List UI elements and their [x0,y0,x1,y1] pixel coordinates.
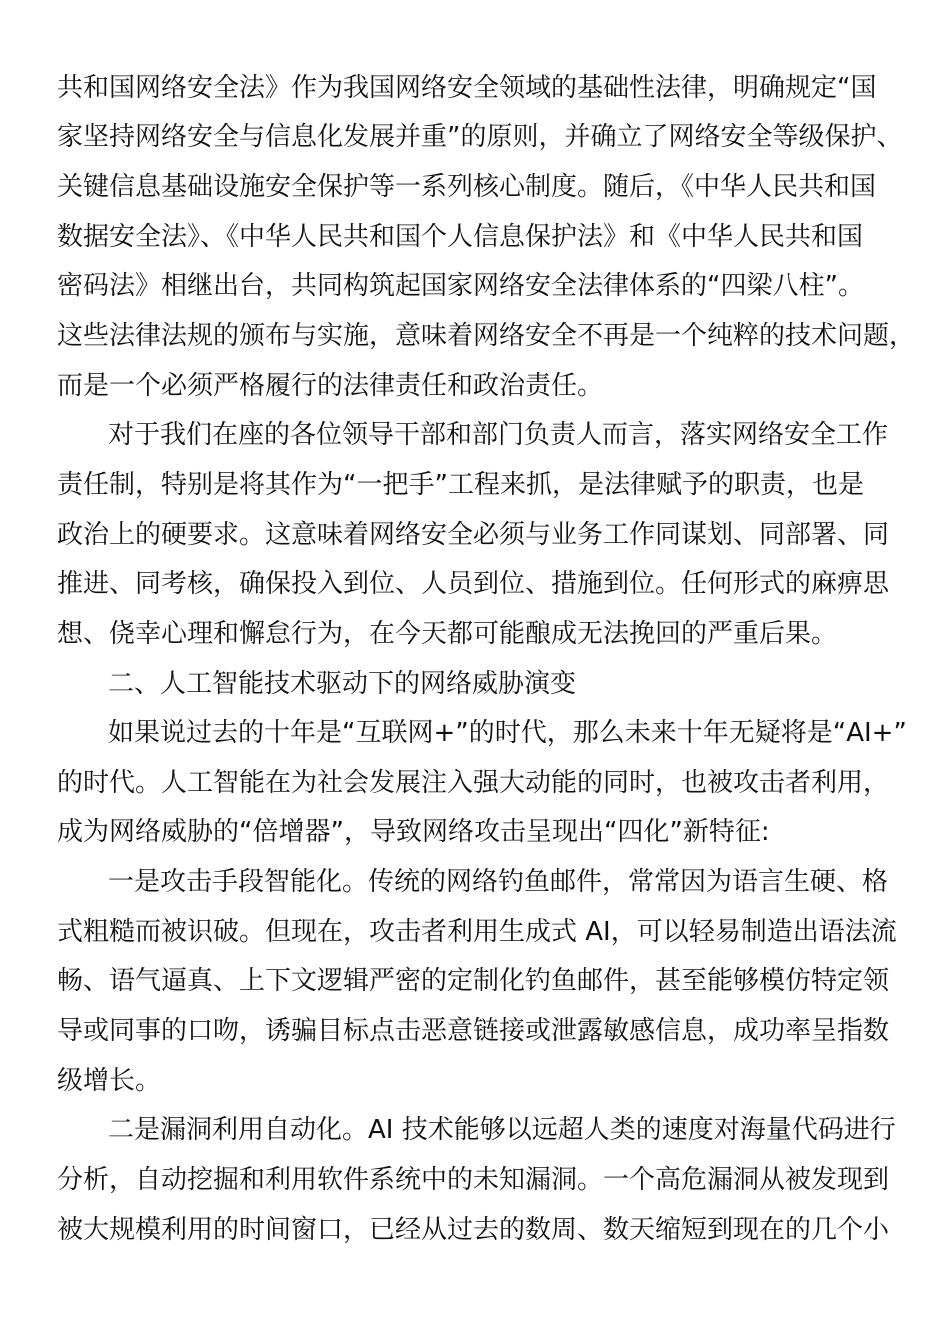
text-line: 如果说过去的十年是“互联网+”的时代，那么未来十年无疑将是“AI+” [108,718,907,748]
text-line: 共和国网络安全法》作为我国网络安全领域的基础性法律，明确规定“国 [57,73,877,103]
text-line: 导或同事的口吻，诱骗目标点击恶意链接或泄露敏感信息，成功率呈指数 [57,1016,890,1046]
text-line: 政治上的硬要求。这意味着网络安全必须与业务工作同谋划、同部署、同 [57,520,890,550]
text-line: 成为网络威胁的“倍增器”，导致网络攻击呈现出“四化”新特征: [57,817,770,847]
text-line: 这些法律法规的颁布与实施，意味着网络安全不再是一个纯粹的技术问题， [57,321,916,351]
text-line: 而是一个必须严格履行的法律责任和政治责任。 [57,371,604,401]
text-line: 密码法》相继出台，共同构筑起国家网络安全法律体系的“四梁八柱”。 [57,271,864,301]
text-line: 被大规模利用的时间窗口，已经从过去的数周、数天缩短到现在的几个小 [57,1215,890,1245]
text-line: 推进、同考核，确保投入到位、人员到位、措施到位。任何形式的麻痹思 [57,569,890,599]
section-heading: 二、人工智能技术驱动下的网络威胁演变 [108,669,577,699]
text-line: 责任制，特别是将其作为“一把手”工程来抓，是法律赋予的职责，也是 [57,470,864,500]
text-line: 对于我们在座的各位领导干部和部门负责人而言，落实网络安全工作 [108,420,889,450]
text-line: 家坚持网络安全与信息化发展并重”的原则，并确立了网络安全等级保护、 [57,122,903,152]
text-line: 畅、语气逼真、上下文逻辑严密的定制化钓鱼邮件，甚至能够模仿特定领 [57,966,890,996]
text-line: 分析，自动挖掘和利用软件系统中的未知漏洞。一个高危漏洞从被发现到 [57,1165,890,1195]
text-line: 数据安全法》、《中华人民共和国个人信息保护法》和《中华人民共和国 [57,222,864,252]
text-line: 想、侥幸心理和懈怠行为，在今天都可能酿成无法挽回的严重后果。 [57,619,838,649]
text-line: 的时代。人工智能在为社会发展注入强大动能的同时，也被攻击者利用， [57,768,890,798]
text-line: 级增长。 [57,1066,162,1096]
text-line: 二是漏洞利用自动化。AI 技术能够以远超人类的速度对海量代码进行 [108,1115,896,1145]
text-line: 一是攻击手段智能化。传统的网络钓鱼邮件，常常因为语言生硬、格 [108,867,889,897]
text-line: 关键信息基础设施安全保护等一系列核心制度。随后，《中华人民共和国 [57,172,877,202]
text-line: 式粗糙而被识破。但现在，攻击者利用生成式 AI，可以轻易制造出语法流 [57,917,897,947]
